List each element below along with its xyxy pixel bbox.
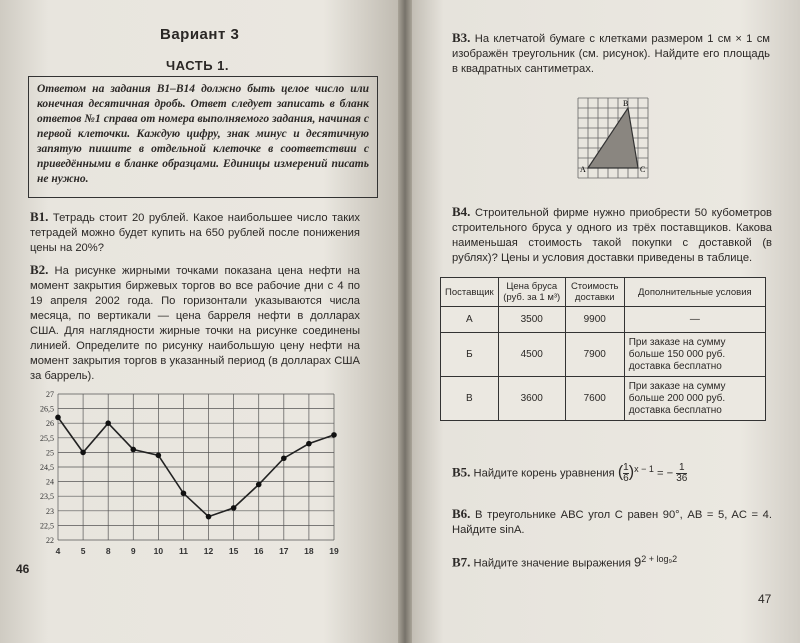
header-supplier: Поставщик xyxy=(441,278,499,307)
task-b2-label: В2. xyxy=(30,262,49,277)
price-point xyxy=(80,450,86,456)
price-point xyxy=(281,455,287,461)
oil-price-chart xyxy=(28,388,348,564)
b7-base: 9 xyxy=(634,554,642,570)
task-b2-text: На рисунке жирными точками показана цена нефти на момент закрытия биржевых торгов во все рабочие дни с 4 по 19 апреля 2002 года. По горизонтали указываются числа месяца, по вертикали — цена барреля нефти в долларах США. Для наглядности жирные точки на рисунке соединены линией. Определите по рисунку наибольшую цену нефти на момент закрытия торгов в указанный период (в долларах США за баррель). xyxy=(30,265,361,382)
price-point xyxy=(256,482,262,488)
task-b3-text: На клетчатой бумаге с клетками размером 1 см × 1 см изображён треугольник (см. рисунок). Найдите его площадь в квадратных сантиметрах. xyxy=(452,33,770,75)
header-delivery: Стоимость доставки xyxy=(565,278,624,307)
cell-conditions: При заказе на сумму больше 150 000 руб. доставка бесплатно xyxy=(624,333,765,377)
instructions-box: Ответом на задания В1–В14 должно быть целое число или конечная десятичная дробь. Ответ следует записать в бланк ответов №1 справа от номера выполняемого задания, начиная с первой клеточки. Каждую цифру, знак минус и десятичную запятую пишите в отдельной клеточке в соответствии с приведёнными в бланке образцами. Единицы измерений писать не нужно. xyxy=(28,76,378,198)
header-conditions: Дополнительные условия xyxy=(624,278,765,307)
y-tick-label: 25,5 xyxy=(40,433,54,443)
price-point xyxy=(181,490,187,496)
triangle-label-a: A xyxy=(580,165,586,174)
task-b5-label: В5. xyxy=(452,464,471,480)
cell-price: 3600 xyxy=(498,377,565,421)
cell-delivery: 7900 xyxy=(565,333,624,377)
table-row xyxy=(441,333,766,377)
table-header-row xyxy=(441,278,766,307)
x-tick-label: 17 xyxy=(279,546,289,556)
x-tick-label: 16 xyxy=(253,546,264,556)
task-b5: В5. Найдите корень уравнения ( $\frac{1}{6}$ )$^{x - 1}$ = − $\frac{1}{36}$ xyxy=(452,462,688,485)
page-number-left: 46 xyxy=(16,562,30,576)
cell-conditions: При заказе на сумму больше 200 000 руб. доставка бесплатно xyxy=(624,377,765,421)
price-point xyxy=(55,415,61,421)
variant-title: Вариант 3 xyxy=(160,26,240,43)
task-b3-label: В3. xyxy=(452,30,471,45)
cell-delivery: 9900 xyxy=(565,307,624,333)
price-point xyxy=(156,453,162,459)
y-tick-label: 22 xyxy=(46,536,54,545)
task-b1-label: В1. xyxy=(30,209,49,224)
x-tick-label: 10 xyxy=(153,546,164,556)
cell-delivery: 7600 xyxy=(565,377,624,421)
x-tick-label: 18 xyxy=(304,546,314,556)
y-tick-label: 26,5 xyxy=(40,404,54,414)
task-b6-label: В6. xyxy=(452,506,471,521)
right-page xyxy=(404,0,800,643)
task-b5-text: Найдите корень уравнения xyxy=(473,467,615,480)
b5-rhs-fraction: $\frac{1}{36}$ xyxy=(676,462,688,485)
table-row xyxy=(441,307,766,333)
task-b6-text: В треугольнике ABC угол C равен 90°, AB = 5, AC = 4. Найдите sinA. xyxy=(452,509,773,536)
task-b7 xyxy=(452,552,772,572)
y-tick-label: 25 xyxy=(46,448,54,458)
task-b1 xyxy=(30,209,360,256)
cell-supplier: Б xyxy=(441,333,499,377)
part-heading: ЧАСТЬ 1. xyxy=(166,58,230,73)
cell-price: 3500 xyxy=(498,307,565,333)
triangle-label-c: C xyxy=(640,165,646,174)
task-b1-text: Тетрадь стоит 20 рублей. Какое наибольшее число таких тетрадей можно будет купить на 650 рублей после понижения цены на 20%? xyxy=(30,212,360,254)
price-point xyxy=(306,441,312,447)
cell-supplier: В xyxy=(441,377,499,421)
task-b2 xyxy=(30,262,360,384)
task-b7-label: В7. xyxy=(452,554,471,570)
x-tick-label: 9 xyxy=(130,546,136,556)
y-tick-label: 27 xyxy=(46,390,54,399)
task-b4-label: В4. xyxy=(452,204,471,219)
price-point xyxy=(331,432,337,438)
book-gutter xyxy=(398,0,412,643)
b5-base-fraction: $\frac{1}{6}$ xyxy=(623,462,629,485)
x-tick-label: 12 xyxy=(203,546,214,556)
x-tick-label: 8 xyxy=(105,546,111,556)
b7-exponent: 2 + log₉2 xyxy=(641,554,678,564)
price-point xyxy=(105,420,111,426)
x-tick-label: 4 xyxy=(55,546,61,556)
b5-equals: = xyxy=(656,467,664,480)
y-tick-label: 23,5 xyxy=(40,492,54,502)
supplier-table xyxy=(440,277,766,421)
task-b7-text: Найдите значение выражения xyxy=(473,557,631,570)
triangle-figure xyxy=(568,92,664,184)
price-point xyxy=(130,447,136,453)
price-point xyxy=(206,514,212,520)
cell-price: 4500 xyxy=(498,333,565,377)
x-tick-label: 15 xyxy=(228,546,239,556)
y-tick-label: 24 xyxy=(46,477,54,487)
x-tick-label: 11 xyxy=(178,546,188,556)
task-b4 xyxy=(452,204,772,266)
task-b4-text: Строительной фирме нужно приобрести 50 кубометров строительного бруса у одного из трёх поставщиков. Какова наименьшая стоимость такой покупки с доставкой (в рублях)? Цены и условия доставки приведены в таблице. xyxy=(452,207,773,264)
y-tick-label: 22,5 xyxy=(40,521,54,531)
y-tick-label: 24,5 xyxy=(40,463,54,472)
x-tick-label: 19 xyxy=(329,546,339,556)
price-point xyxy=(231,505,237,511)
y-tick-label: 26 xyxy=(46,419,54,429)
task-b6 xyxy=(452,506,772,538)
task-b3 xyxy=(452,30,770,77)
b5-exponent: x − 1 xyxy=(634,464,654,474)
page-number-right: 47 xyxy=(758,592,772,606)
cell-supplier: А xyxy=(441,307,499,333)
triangle-label-b: B xyxy=(623,99,629,108)
header-price: Цена бруса (руб. за 1 м³) xyxy=(498,278,565,307)
table-row xyxy=(441,377,766,421)
x-tick-label: 5 xyxy=(80,546,86,556)
y-tick-label: 23 xyxy=(46,506,54,516)
cell-conditions: — xyxy=(624,307,765,333)
